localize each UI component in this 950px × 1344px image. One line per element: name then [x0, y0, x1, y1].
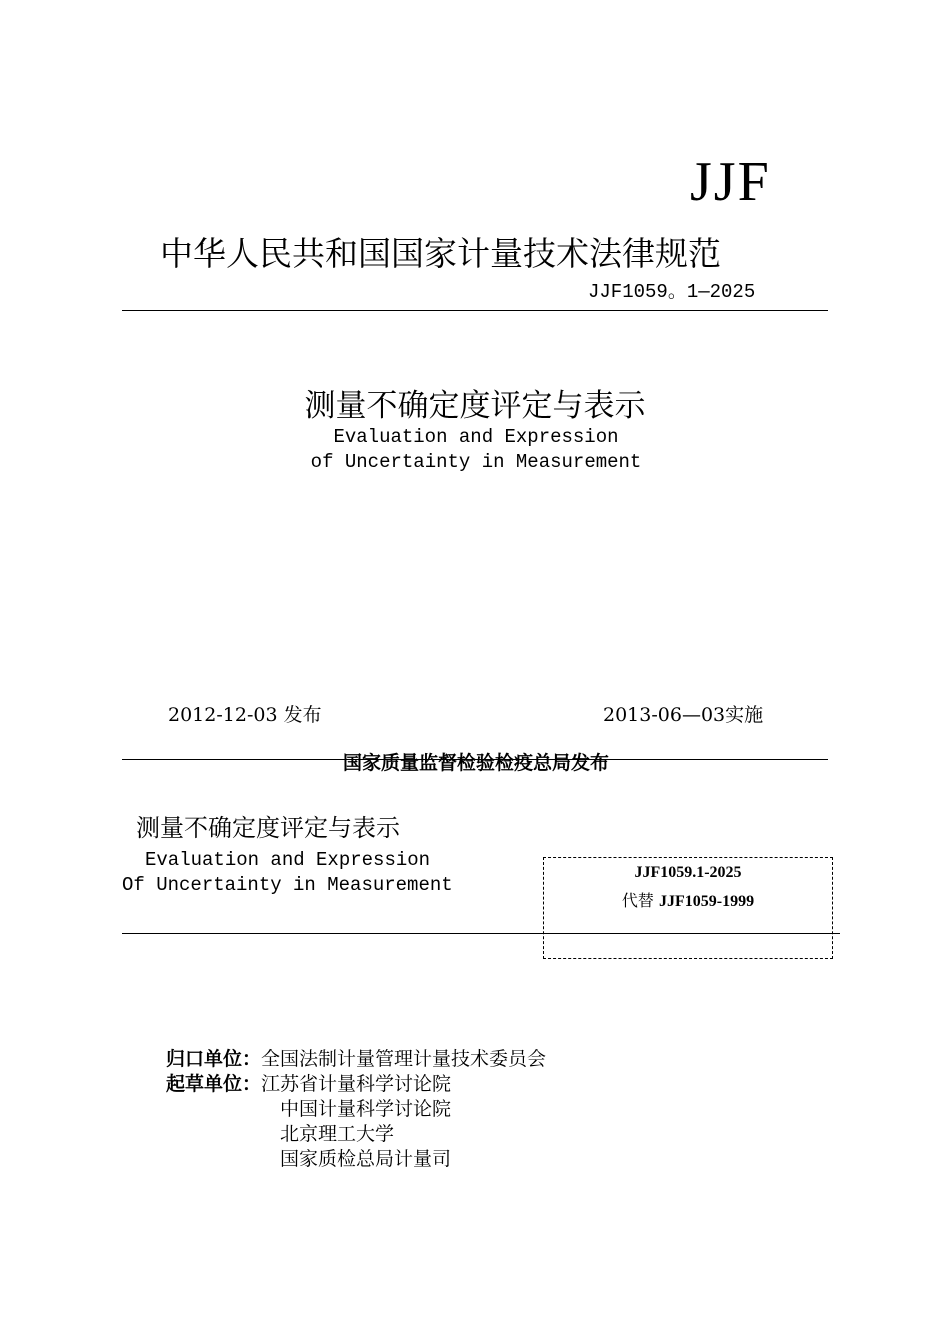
title-page-rule	[122, 933, 840, 934]
box-standard-code: JJF1059.1-2025	[634, 864, 742, 881]
drafting-unit-row	[166, 1069, 451, 1096]
drafting-unit-1: 江苏省计量科学讨论院	[261, 1073, 452, 1095]
replace-code: JJF1059-1999	[658, 893, 755, 910]
standard-code: JJF1059。1—2025	[588, 281, 756, 303]
title-page-cn: 测量不确定度评定与表示	[136, 814, 400, 842]
header-rule	[122, 310, 828, 311]
drafting-unit-3: 北京理工大学	[280, 1123, 395, 1145]
cover-title-cn: 测量不确定度评定与表示	[304, 388, 646, 424]
drafting-unit-4: 国家质检总局计量司	[280, 1148, 452, 1170]
jjf-logo: JJF	[690, 151, 771, 213]
title-page-en-2: Of Uncertainty in Measurement	[122, 874, 453, 896]
publisher: 国家质量监督检验检疫总局发布	[342, 752, 609, 774]
responsible-unit-label: 归口单位：	[166, 1048, 262, 1070]
cover-title-en-1: Evaluation and Expression	[333, 426, 619, 448]
replace-prefix: 代替	[621, 891, 659, 910]
box-replaces	[543, 888, 833, 911]
responsible-unit-value: 全国法制计量管理计量技术委员会	[261, 1048, 547, 1070]
cover-title-en-2: of Uncertainty in Measurement	[310, 451, 642, 473]
responsible-unit-row	[166, 1044, 546, 1071]
drafting-unit-2: 中国计量科学讨论院	[280, 1098, 452, 1120]
effective-date: 2013-06—03实施	[603, 704, 764, 726]
title-page-en-1: Evaluation and Expression	[145, 849, 431, 871]
org-title: 中华人民共和国国家计量技术法律规范	[160, 234, 721, 273]
drafting-unit-label: 起草单位：	[166, 1073, 262, 1095]
publish-date: 2012-12-03 发布	[168, 704, 322, 726]
